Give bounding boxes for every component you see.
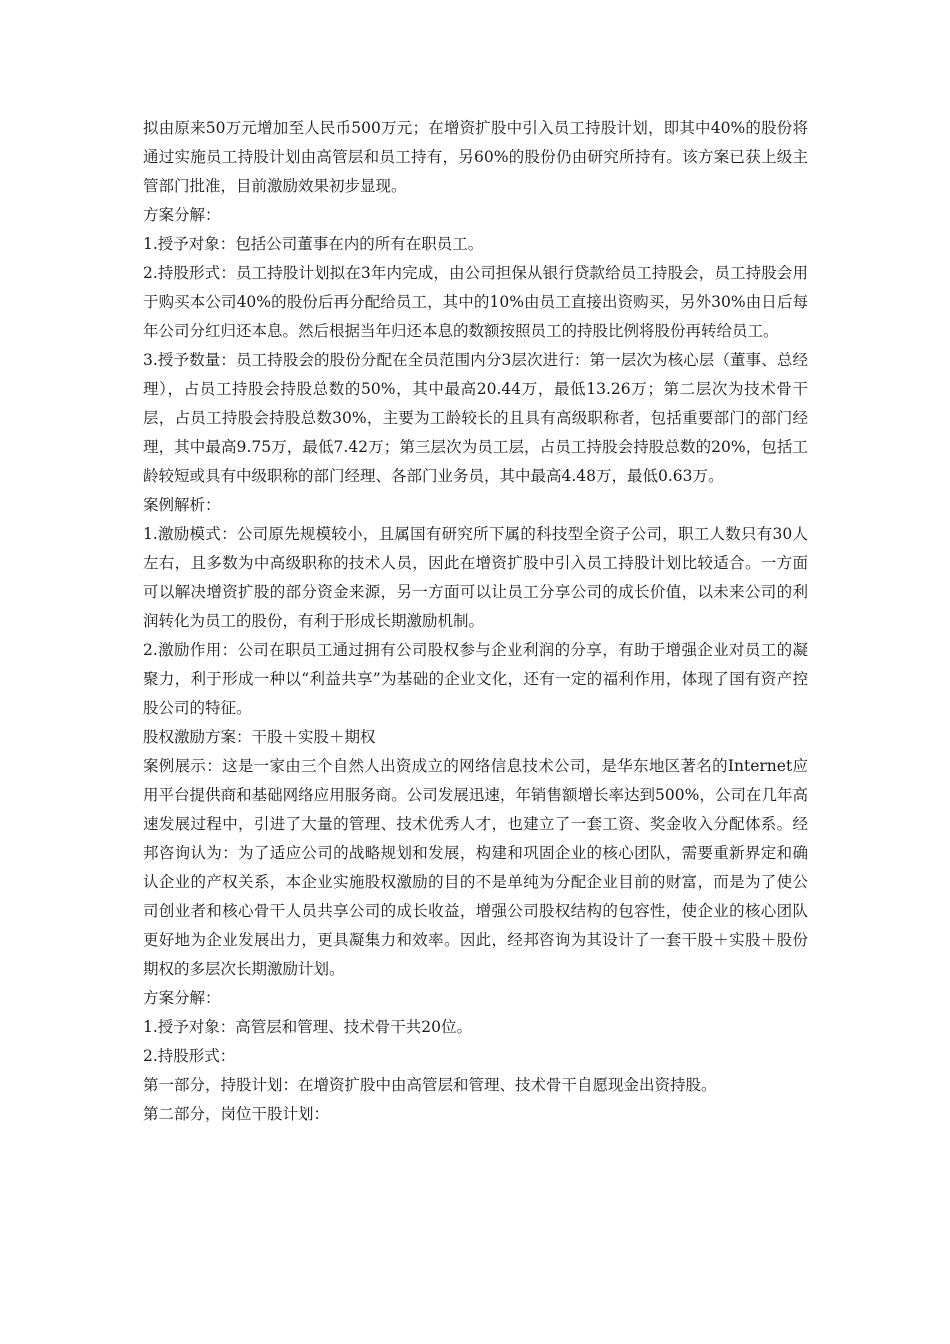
paragraph-grant-target-2: 1.授予对象：高管层和管理、技术骨干共20位。	[143, 1018, 473, 1036]
heading-equity-plan: 股权激励方案：干股＋实股＋期权	[143, 728, 376, 746]
paragraph-grant-target: 1.授予对象：包括公司董事在内的所有在职员工。	[143, 235, 484, 253]
paragraph-case-showcase: 案例展示：这是一家由三个自然人出资成立的网络信息技术公司，是华东地区著名的Internet应用平台提供商和基础网络应用服务商。公司发展迅速，年销售额增长率达到500%，公司在几年高速发展过程中，引进了大量的管理、技术优秀人才，也建立了一套工资、奖金收入分配体系。经邦咨询认为：为了适应公司的战略规划和发展，构建和巩固企业的核心团队，需要重新界定和确认企业的产权关系，本企业实施股权激励的目的不是单纯为分配企业目前的财富，而是为了使公司创业者和核心骨干人员共享公司的成长收益，增强公司股权结构的包容性，使企业的核心团队更好地为企业发展出力，更具凝集力和效率。因此，经邦咨询为其设计了一套干股＋实股＋股份期权的多层次长期激励计划。	[143, 757, 808, 978]
paragraph-part-one: 第一部分，持股计划：在增资扩股中由高管层和管理、技术骨干自愿现金出资持股。	[143, 1076, 717, 1094]
paragraph-incentive-model: 1.激励模式：公司原先规模较小，且属国有研究所下属的科技型全资子公司，职工人数只有30人左右，且多数为中高级职称的技术人员，因此在增资扩股中引入员工持股计划比较适合。一方面可以解决增资扩股的部分资金来源，另一方面可以让员工分享公司的成长价值，以未来公司的利润转化为员工的股份，有利于形成长期激励机制。	[143, 525, 808, 630]
paragraph-part-two: 第二部分，岗位干股计划：	[143, 1105, 330, 1123]
paragraph-incentive-effect: 2.激励作用：公司在职员工通过拥有公司股权参与企业利润的分享，有助于增强企业对员工的凝聚力，利于形成一种以“利益共享”为基础的企业文化，还有一定的福利作用，体现了国有资产控股公司的特征。	[143, 641, 808, 717]
heading-plan-breakdown-2: 方案分解：	[143, 989, 221, 1007]
document-body	[143, 114, 808, 1129]
paragraph-grant-quantity: 3.授予数量：员工持股会的股份分配在全员范围内分3层次进行：第一层次为核心层（董事、总经理），占员工持股会持股总数的50%，其中最高20.44万，最低13.26万；第二层次为技术骨干层，占员工持股会持股总数30%，主要为工龄较长的且具有高级职称者，包括重要部门的部门经理，其中最高9.75万，最低7.42万；第三层次为员工层，占员工持股会持股总数的20%，包括工龄较短或具有中级职称的部门经理、各部门业务员，其中最高4.48万，最低0.63万。	[143, 351, 808, 485]
heading-case-analysis: 案例解析：	[143, 496, 221, 514]
paragraph-holding-form: 2.持股形式：员工持股计划拟在3年内完成，由公司担保从银行贷款给员工持股会，员工持股会用于购买本公司40%的股份后再分配给员工，其中的10%由员工直接出资购买，另外30%由日后每年公司分红归还本息。然后根据当年归还本息的数额按照员工的持股比例将股份再转给员工。	[143, 264, 808, 340]
paragraph-capital-increase: 拟由原来50万元增加至人民币500万元；在增资扩股中引入员工持股计划，即其中40%的股份将通过实施员工持股计划由高管层和员工持有，另60%的股份仍由研究所持有。该方案已获上级主管部门批准，目前激励效果初步显现。	[143, 119, 808, 195]
heading-plan-breakdown: 方案分解：	[143, 206, 221, 224]
paragraph-holding-form-2: 2.持股形式：	[143, 1047, 236, 1065]
